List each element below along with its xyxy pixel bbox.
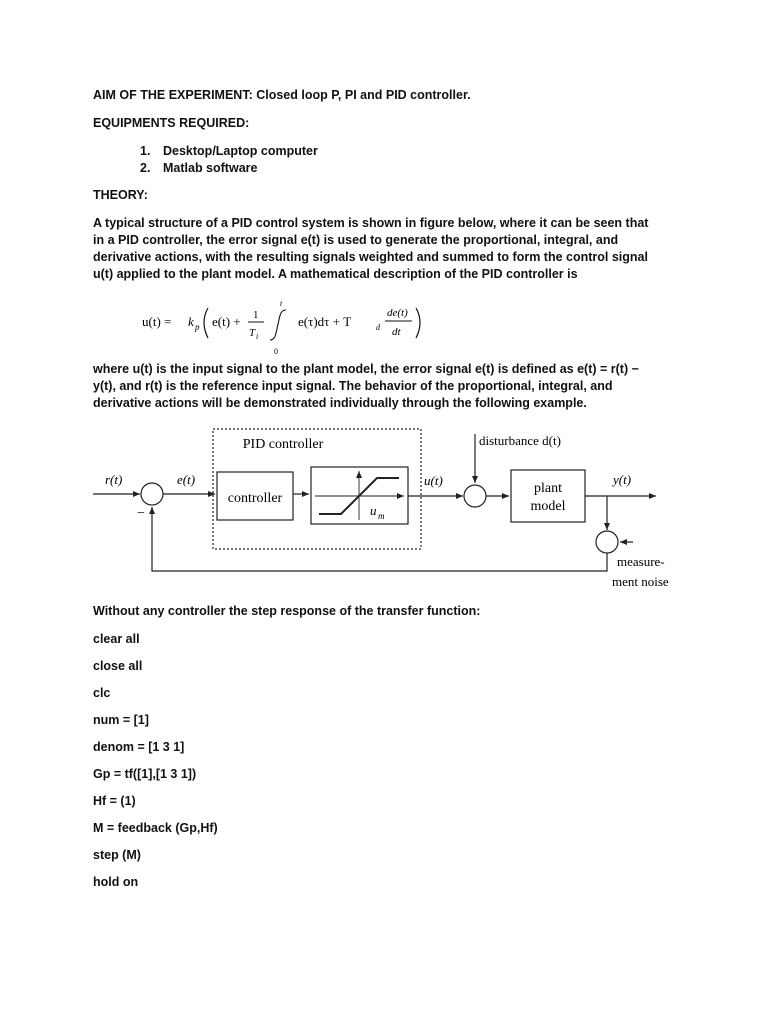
left-paren: [204, 308, 208, 338]
equipments-heading: EQUIPMENTS REQUIRED:: [93, 116, 250, 130]
pid-block-diagram: [93, 422, 683, 594]
theory-paragraph-2: where u(t) is the input signal to the plant model, the error signal e(t) is defined as e(t) = r(t) − y(t), and r(t) is the reference input signal. The behavior of the proportional, integral, and derivative actions will be demonstrated individually through the following example.: [93, 362, 639, 410]
integral-sign: [270, 310, 286, 340]
controller-label: controller: [227, 491, 283, 506]
aim-label: AIM OF THE EXPERIMENT:: [93, 88, 253, 102]
list-item-number: 2.: [140, 161, 151, 175]
y-label: y(t): [613, 472, 632, 487]
step-response-heading: Without any controller the step response of the transfer function:: [93, 604, 481, 618]
eq-dt: dt: [392, 326, 401, 338]
theory-heading: THEORY:: [93, 188, 148, 202]
r-label: r(t): [105, 472, 123, 487]
theory-paragraph-1: A typical structure of a PID control system is shown in figure below, where it can be seen that in a PID controller, the error signal e(t) is used to generate the proportional, integral, and derivative actions, with the resulting signals weighted and summed to form the control signal u(t) applied to the plant model. A mathematical description of the PID controller is: [93, 216, 649, 281]
eq-ti: T: [249, 327, 256, 339]
list-item-text: Desktop/Laptop computer: [163, 144, 318, 158]
right-paren: [416, 308, 420, 338]
code-line: clc: [93, 686, 111, 700]
um-sub-label: m: [378, 511, 385, 521]
code-line: clear all: [93, 632, 140, 646]
plant-label-line-2: model: [530, 499, 566, 514]
disturbance-label: disturbance d(t): [479, 433, 561, 448]
minus-sign: −: [137, 506, 145, 521]
list-item: [140, 143, 318, 160]
list-item: [140, 160, 318, 177]
um-label: u: [370, 503, 377, 518]
summing-junction-disturbance: [464, 485, 486, 507]
eq-e: e(t) +: [212, 314, 241, 329]
e-label: e(t): [177, 472, 196, 487]
code-line: num = [1]: [93, 713, 149, 727]
code-line: Hf = (1): [93, 794, 136, 808]
code-line: M = feedback (Gp,Hf): [93, 821, 218, 835]
noise-label-line-1: measure-: [617, 554, 665, 569]
eq-td-sub: d: [376, 323, 380, 332]
code-line: close all: [93, 659, 143, 673]
list-item-text: Matlab software: [163, 161, 258, 175]
equipment-list: [140, 143, 318, 177]
eq-kp-sub: p: [195, 322, 200, 332]
summing-junction-noise: [596, 531, 618, 553]
eq-de: de(t): [387, 307, 408, 319]
eq-integrand: e(τ)dτ + T: [298, 314, 352, 329]
plant-model-block: [511, 470, 585, 522]
code-line: hold on: [93, 875, 139, 889]
code-line: denom = [1 3 1]: [93, 740, 185, 754]
summing-junction-error: [141, 483, 163, 505]
eq-ti-sub: i: [256, 332, 259, 341]
aim-text: Closed loop P, PI and PID controller.: [252, 88, 471, 102]
eq-lower-limit: 0: [274, 347, 278, 356]
pid-controller-label: PID controller: [242, 437, 324, 452]
list-item-number: 1.: [140, 144, 151, 158]
u-label: u(t): [424, 473, 443, 488]
eq-one: 1: [253, 309, 259, 321]
aim-line: [93, 88, 471, 102]
code-line: Gp = tf([1],[1 3 1]): [93, 767, 197, 781]
noise-label-line-2: ment noise: [612, 574, 669, 589]
eq-upper-limit: t: [280, 299, 283, 308]
eq-lhs: u(t) =: [142, 314, 172, 329]
eq-kp: k: [188, 314, 194, 329]
code-line: step (M): [93, 848, 141, 862]
plant-label-line-1: plant: [534, 481, 562, 496]
